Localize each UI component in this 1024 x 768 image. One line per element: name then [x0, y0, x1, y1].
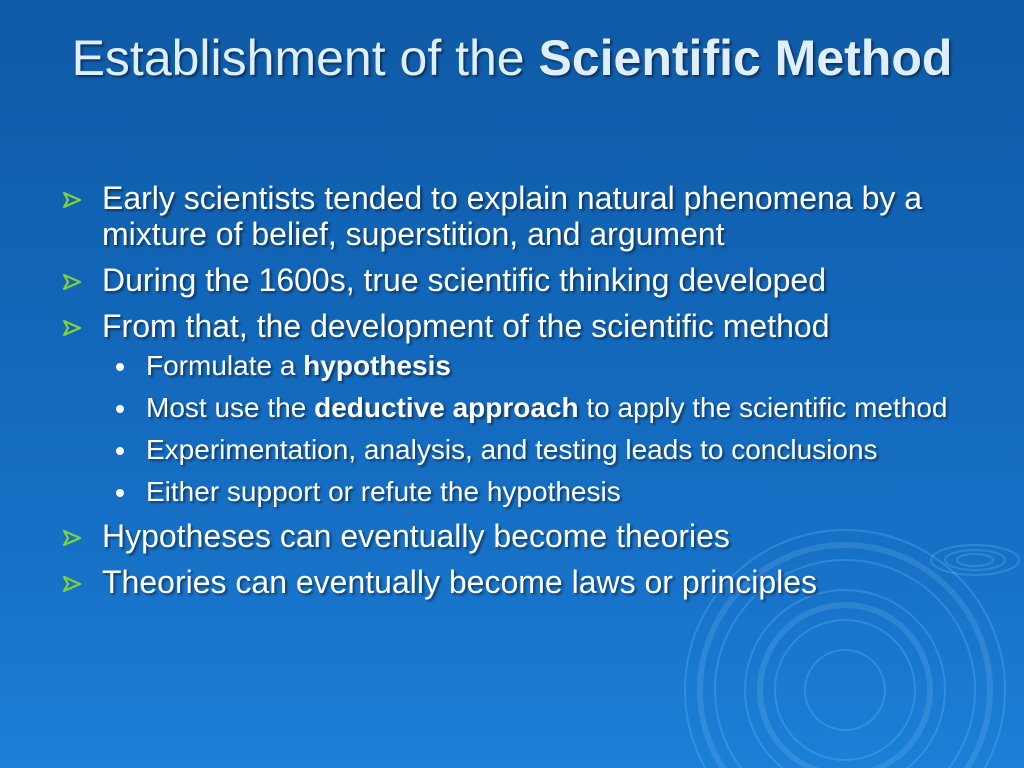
sub-bullet-item [104, 350, 992, 382]
bullet-item [62, 262, 992, 298]
sub-bullet-item [104, 392, 992, 424]
bullet-text: Theories can eventually become laws or principles [102, 564, 818, 600]
slide-body [62, 180, 992, 610]
dot-bullet-icon [116, 405, 124, 413]
sub-bullet-text: Either support or refute the hypothesis [146, 476, 621, 507]
sub-bullet-bold-text: deductive approach [314, 392, 579, 423]
sub-bullet-text-tail: to apply the scientific method [578, 392, 948, 423]
bullet-text: From that, the development of the scientific method [102, 308, 830, 344]
slide-title-prefix: Establishment of the [71, 30, 539, 86]
slide-title [40, 28, 984, 88]
sub-bullet-item [104, 434, 992, 466]
sub-bullet-text: Most use the [146, 392, 315, 423]
bullet-item [62, 564, 992, 600]
dot-bullet-icon [116, 363, 124, 371]
bullet-item [62, 308, 992, 344]
arrow-bullet-icon [62, 530, 82, 546]
bullet-item [62, 180, 992, 252]
bullet-text: During the 1600s, true scientific thinking developed [102, 262, 826, 298]
sub-bullet-text: Formulate a [146, 350, 304, 381]
dot-bullet-icon [116, 447, 124, 455]
dot-bullet-icon [116, 489, 124, 497]
bullet-text: Early scientists tended to explain natural phenomena by a mixture of belief, superstition, and argument [102, 180, 923, 252]
arrow-bullet-icon [62, 576, 82, 592]
arrow-bullet-icon [62, 320, 82, 336]
sub-bullet-item [104, 476, 992, 508]
slide-title-bold: Scientific Method [538, 30, 953, 86]
bullet-text: Hypotheses can eventually become theories [102, 518, 730, 554]
sub-bullet-text: Experimentation, analysis, and testing leads to conclusions [146, 434, 878, 465]
arrow-bullet-icon [62, 274, 82, 290]
sub-bullet-bold-text: hypothesis [303, 350, 451, 381]
arrow-bullet-icon [62, 192, 82, 208]
bullet-item [62, 518, 992, 554]
